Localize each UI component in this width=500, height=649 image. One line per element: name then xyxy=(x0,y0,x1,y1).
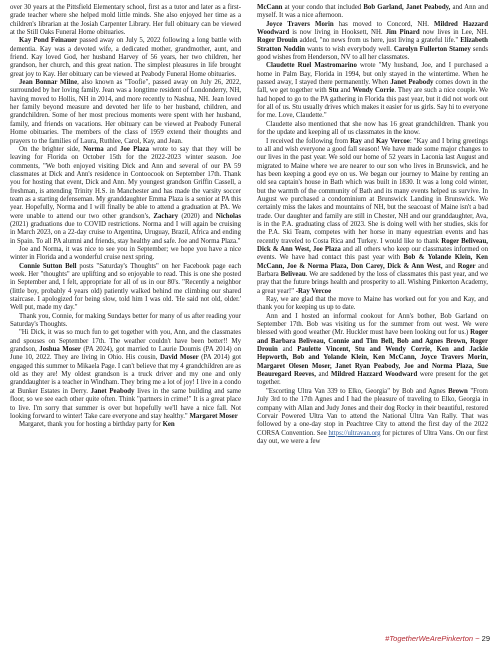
bold-name: Jim Pinard xyxy=(385,29,420,37)
text-run: wrote to say that they will be leaving for Florida on October 15th for the 2022-2023 winter season. Joe comments, "We both enjoyed visiting Dick and Ann and several of our PA 59 classmates at Dick and Ann's residence in Contoocook on September 17th. Thank you for hosting that event, Dick and Ann. My youngest grandson Griffin Cassell, a freshman, is attending Trinity H.S. in Manchester and has made the varsity soccer team as a starting defenseman. My granddaughter Emma Plaza is a senior at PA this year. Hopefully, Norma and I will finally be able to attend a graduation at PA. We were unable to attend our two other grandson's, xyxy=(10,145,241,220)
text-run: and xyxy=(103,145,121,153)
text-run: . We are saddened by the loss of classmates this past year, and we pray that the future brings health and prosperity to all. Wishing Pinkerton Academy, a great year!" xyxy=(257,271,488,295)
bold-name: Beliveau xyxy=(280,271,306,278)
bold-name: Stu xyxy=(328,87,339,95)
left-paragraph xyxy=(10,421,241,429)
text-run: over 30 years at the Pittsfield Elementary school, first as a tutor and later as a first-grade teacher where she helped mold little minds. She also enjoyed her time as a children's librarian at the Josiah Carpenter Library. Her full obituary can be viewed at the Still Oaks Funeral Home obituaries. xyxy=(10,4,241,37)
bold-name: Claudette Ruel Mastromarino xyxy=(266,62,357,70)
text-run: and Barbara xyxy=(257,262,488,278)
text-run: wrote "My husband, Joe, and I purchased a home in Palm Bay, Florida in 1994, but only stayed in the wintertime. When he passed away, I stayed there permanently. When xyxy=(257,62,488,87)
text-run: for pictures of Ultra Vans. On our first day out, we were a few xyxy=(257,429,489,445)
bold-name: Jean Bonnar Milne xyxy=(19,79,78,87)
text-run: (2021) graduations due to COVID restrictions. Norma and I will again be cruising in March 2023, on a 22-day cruise to Argentina, Uruguay, Brazil, Africa and ending in Spain. To all PA alumni and friends, stay healthy and safe. Joe and Norma Plaza." xyxy=(10,220,241,245)
bold-name: Connie Sutton Bell xyxy=(19,262,77,270)
text-run: Ann and I hosted an informal cookout for Ann's bother, Bob Garland on September 17th. Bob was visiting us for the summer from out west. We were blessed with good weather (Mr. Huckler must have been looking out for us.) xyxy=(257,312,488,337)
left-column xyxy=(10,4,241,430)
bold-name: Bob & Yolande Klein, Ken McCann, Joe & Norma Plaza, Don Carey, Dick & Ann West, xyxy=(257,254,488,270)
text-run: (PA 2024), got married to Laurie Doumis (PA 2014) on June 10, 2022. They are living in Ohio. His cousin, xyxy=(10,346,242,362)
bold-name: Joshua Moser xyxy=(39,346,81,354)
text-run: Thank you, Connie, for making Sundays better for many of us after reading your Saturday's Thoughts. xyxy=(10,312,241,329)
text-run: sends good wishes from Henderson, NV to all her classmates. xyxy=(257,45,489,62)
text-run: . They are such a nice couple. We had hoped to go to the PA gathering in Florida this past year, but it did not work out for all of us. Stu usually drives which makes it easier for us girls. Say hi to everyone for me. Love, Claudette." xyxy=(257,87,488,120)
bold-name: Janet Peabody xyxy=(90,387,135,395)
text-run: and xyxy=(277,346,298,354)
bold-name: Roger Beliveau, Dick & Ann West, Joe Plaza xyxy=(257,237,488,253)
text-run: passed away on July 5, 2022 following a long battle with dementia. Kay was a devoted wife, a dedicated mother, grandmother, aunt, and friend. Kay loved God, her husband Harvey of 56 years, her two children, her grandson, her church, and this great nation. The simplest pleasures in life brought great joy to Kay. Her obituary can be viewed at Peabody Funeral Home obituaries. xyxy=(10,37,241,78)
bold-name: Brown xyxy=(448,387,468,395)
right-paragraph xyxy=(257,121,488,138)
right-paragraph xyxy=(257,62,488,120)
text-run: "Escorting Ultra Van 339 to Elko, Georgia" by Bob and Agnes xyxy=(266,387,449,395)
text-run: , also known as "Toofie", passed away on July 26, 2022, surrounded by her loving family. Jean was a longtime resident of Londonderry, NH, having moved to Hollis, NH in 2014, and more recently to Nashua, NH. Jean loved her family beyond measure and devoted her life to her husband, children, and grandchildren. Some of her most precious moments were spent with her husband, family, and friends on vacations. Her obituary can be viewed at Peabody Funeral Home obituaries. The members of the class of 1959 extend their thoughts and prayers to the families of Laura, Ruthlee, Carol, Kay, and Jean. xyxy=(10,79,241,145)
bold-name: Zachary xyxy=(153,212,179,220)
bold-name: Roger and Barbara Beliveau, Connie and Tim Bell, Bob and Agnes Brown, Roger Drouin xyxy=(257,329,488,354)
left-paragraph xyxy=(10,246,241,263)
text-run: I received the following from xyxy=(266,137,351,145)
text-run: lives in the same building and same floor, so we see each other quite often. Think "partners in crime!" It is a great place to live. I'm sorry that summer is over but hopefully we'll have a nice fall. Not looking forward to winter! Take care everyone and stay healthy." xyxy=(10,387,241,420)
page-number: 29 xyxy=(481,634,490,643)
text-run: at your condo that included xyxy=(282,4,364,11)
text-run: (PA 2014) got engaged this summer to Mikaela Page. I can't believe that my 4 grandchildren are as old as they are! My oldest grandson is a truck driver and my one and only granddaughter is a teacher in Windham. They bring me a lot of joy! I live in a condo at Bunker Estates in Derry. xyxy=(10,354,241,395)
bold-name: Bob Garland, Janet Peabody, xyxy=(363,4,451,11)
left-paragraph xyxy=(10,146,241,246)
text-run: were present for the get together. xyxy=(257,371,488,387)
bold-name: McCann xyxy=(257,4,283,11)
text-run: has moved to Concord, NH. xyxy=(333,20,435,28)
bold-name: Mildred Hazzard Woodward xyxy=(330,371,418,379)
text-run: "From July 3rd to the 17th Agnes and I had the pleasure of traveling to Elko, Georgia in company with Allan and Judy Jones and their dog Rocky in their beautiful, restored Corvair Powered Ultra Van to attend the National Ultra Van Rally. That was followed by a one-day stop in Peachtree City to attend the first day of the 2022 CORSA Convention. See xyxy=(257,387,488,437)
bold-name: Elizabeth Stratton Noddin xyxy=(257,37,488,53)
text-run: and xyxy=(442,262,458,270)
right-paragraph xyxy=(257,388,488,446)
bold-name: Paulette Vincent, Stu and Wendy Corrie, Ken and Jackie Hepworth, Bob and Yolande Klein, Ken McCann, Joyce Travers Morin, Margaret Olesen Moser, Janet Ryan Peabody, Joe and Norma Plaza, Sue Beauregard Reeves, xyxy=(257,346,488,379)
left-paragraph xyxy=(10,263,241,313)
text-run: and xyxy=(315,371,331,379)
left-paragraph xyxy=(10,4,241,37)
right-paragraph xyxy=(257,296,488,313)
text-run: Margaret, thank you for hosting a birthday party for xyxy=(19,421,163,429)
bold-name: Kay Vercoe xyxy=(375,137,410,145)
text-run: Joe and Norma, it was nice to see you in September; we hope you have a nice winter in Florida and a wonderful cruise next spring. xyxy=(10,245,241,262)
bold-name: David Moser xyxy=(159,354,199,362)
bold-name: Roger Drouin xyxy=(257,37,298,45)
left-paragraph xyxy=(10,79,241,146)
right-paragraph xyxy=(257,4,488,21)
bold-name: Joe Plaza xyxy=(120,145,150,153)
bold-name: Ray xyxy=(350,137,362,145)
text-run: and all others who keep our classmates informed on events. We have had contact this past year with xyxy=(257,245,488,262)
left-paragraph xyxy=(10,313,241,330)
right-column xyxy=(257,4,488,446)
text-run: On the brighter side, xyxy=(19,145,84,153)
bold-name: -Ray Vercoe xyxy=(295,287,332,295)
text-run: Claudette also mentioned that she now has 16 great grandchildren. Thank you for the update and keeping all of us classmates in the know. xyxy=(257,120,488,137)
text-run: "Hi Dick, it was so much fun to get together with you, Ann, and the classmates and spouses on September 17th. The weather couldn't have been better!! My grandson, xyxy=(10,329,241,354)
bold-name: Mildred Hazzard Woodward xyxy=(257,20,488,37)
bold-name: Janet Peabody xyxy=(390,79,434,87)
right-paragraph xyxy=(257,313,488,388)
bold-name: Kay Pond Feinauer xyxy=(19,37,78,45)
text-run: now lives in Lee, NH. xyxy=(419,29,489,37)
text-run: and xyxy=(361,137,376,145)
bold-name: Roger xyxy=(457,262,476,270)
text-run: posts "Saturday's Thoughts" on her Facebook page each week. Her "thoughts" are uplifting and so enjoyable to read. This is one she posted in September and, I felt, appropriate for all of us in our 80's. "Recently a neighbor (little boy, probably 4 years old) patiently walked behind me climbing our shared staircase. I apologized for being slow, told him I was old. 'He said not old, older.' Well put, made my day." xyxy=(10,262,241,312)
text-run: comes down in the fall, we get together with xyxy=(257,79,488,95)
text-run: and xyxy=(338,87,353,95)
right-paragraph xyxy=(257,21,488,63)
text-run: wants to wish everybody well. xyxy=(305,45,394,53)
bold-name: Carolyn Fullerton Stamey xyxy=(393,45,471,53)
text-run: is now living in Hooksett, NH. xyxy=(289,29,386,37)
footer-hashtag: #TogetherWeArePinkerton xyxy=(385,634,474,643)
text-run: added, "no news from us here, just living a grateful life." xyxy=(297,37,461,45)
footer-separator: ~ xyxy=(475,634,480,643)
left-paragraph xyxy=(10,329,241,421)
left-paragraph xyxy=(10,37,241,79)
web-link[interactable]: https://ultravan.org xyxy=(328,429,381,437)
text-run: : "Kay and I bring greetings to all and wish everyone a good fall season! We have made some major changes to our lives in the past year. We sold our home of 52 years in Laconia last August and migrated to Maine where we are nearer to our son who lives in Brunswick, and he has been keeping a good eye on us. We began our journey to Maine by renting an old sea captain's house in Bath which was built in 1830. It was a long cold winter, but the warmth of the community of Bath and its many events helped us survive. In August we purchased a condominium at Brunswick Landing in Brunswick. We certainly miss the lakes and mountains of NH, but the seacoast of Maine isn't a bad trade. Our daughter and family are still in Chester, NH and our granddaughter, Ava, is in the P.A. graduating class of 2023. She is doing well with her studies, skis for the P.A. Ski Team, competes with her horse in many equestrian events and has recently traveled to Costa Rica and Turkey. I would like to thank xyxy=(257,137,488,245)
bold-name: Nicholas xyxy=(215,212,242,220)
right-paragraph xyxy=(257,138,488,297)
bold-name: Margaret Moser xyxy=(189,412,238,420)
bold-name: Joyce Travers Morin xyxy=(266,20,334,28)
bold-name: Ken xyxy=(162,421,175,429)
text-run: (2020) and xyxy=(178,212,216,220)
bold-name: Norma xyxy=(83,145,104,153)
text-run: Ray, we are glad that the move to Maine has worked out for you and Kay, and thank you for keeping us up to date. xyxy=(257,296,488,312)
text-run: and Ann and myself. It was a nice afternoon. xyxy=(257,4,488,20)
page-footer xyxy=(385,634,490,643)
bold-name: Wendy Corrie xyxy=(352,87,395,95)
